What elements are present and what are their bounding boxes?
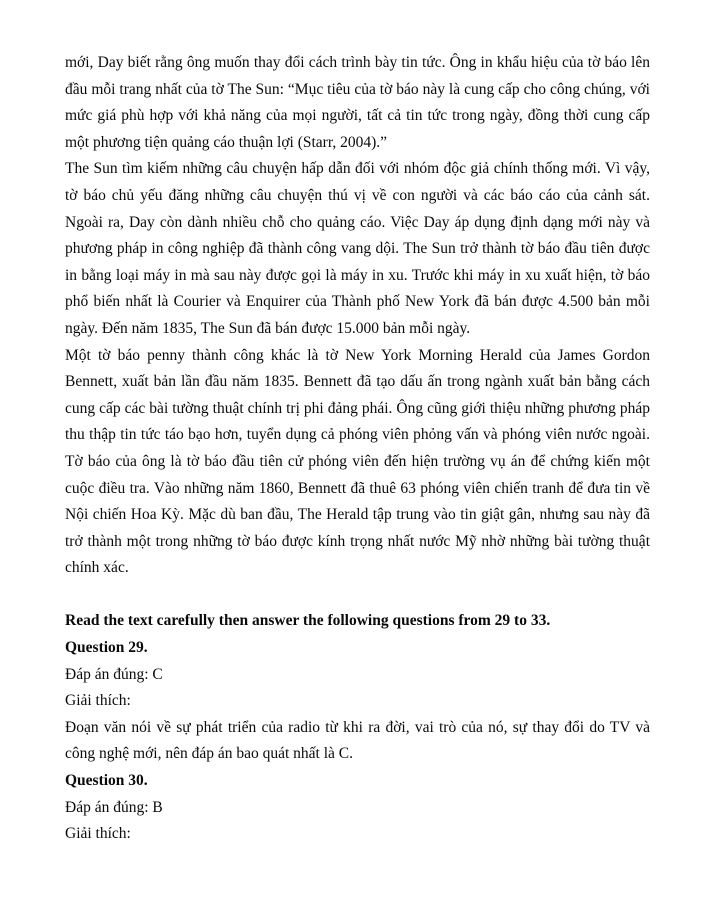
- paragraph-sun-slogan: mới, Day biết rằng ông muốn thay đổi cách trình bày tin tức. Ông in khẩu hiệu của tờ báo lên đầu mỗi trang nhất của tờ The Sun: “Mục tiêu của tờ báo này là cung cấp cho công chúng, với mức giá phù hợp với khả năng của mọi người, tất cả tin tức trong ngày, đồng thời cung cấp một phương tiện quảng cáo thuận lợi (Starr, 2004).”: [65, 54, 650, 151]
- answer-29-line: Đáp án đúng: C: [65, 665, 163, 683]
- explanation-label-30: Giải thích:: [65, 825, 131, 843]
- paragraph-sun-success: The Sun tìm kiếm những câu chuyện hấp dẫn đối với nhóm độc giả chính thống mới. Vì vậy, tờ báo chủ yếu đăng những câu chuyện thú vị về con người và các báo cáo của cảnh sát. Ngoài ra, Day còn dành nhiều chỗ cho quảng cáo. Việc Day áp dụng định dạng mới này và phương pháp in công nghiệp đã thành công vang dội. The Sun trở thành tờ báo đầu tiên được in bằng loại máy in mà sau này được gọi là máy in xu. Trước khi máy in xu xuất hiện, tờ báo phổ biến nhất là Courier và Enquirer của Thành phố New York đã bán được 4.500 bản mỗi ngày. Đến năm 1835, The Sun đã bán được 15.000 bản mỗi ngày.: [65, 160, 650, 337]
- paragraph-morning-herald: Một tờ báo penny thành công khác là tờ New York Morning Herald của James Gordon Bennett, xuất bản lần đầu năm 1835. Bennett đã tạo dấu ấn trong ngành xuất bản bằng cách cung cấp các bài tường thuật chính trị phi đảng phái. Ông cũng giới thiệu những phương pháp thu thập tin tức táo bạo hơn, tuyển dụng cả phóng viên phỏng vấn và phóng viên nước ngoài. Tờ báo của ông là tờ báo đầu tiên cử phóng viên đến hiện trường vụ án để chứng kiến một cuộc điều tra. Vào những năm 1860, Bennett đã thuê 63 phóng viên chiến tranh để đưa tin về Nội chiến Hoa Kỳ. Mặc dù ban đầu, The Herald tập trung vào tin giật gân, nhưng sau này đã trở thành một trong những tờ báo được kính trọng nhất nước Mỹ nhờ những bài tường thuật chính xác.: [65, 346, 650, 577]
- question-29-heading: Question 29.: [65, 639, 148, 657]
- instructions-heading: Read the text carefully then answer the following questions from 29 to 33.: [65, 612, 551, 630]
- question-30-heading: Question 30.: [65, 772, 148, 790]
- explanation-29-text: Đoạn văn nói về sự phát triển của radio từ khi ra đời, vai trò của nó, sự thay đổi do TV và công nghệ mới, nên đáp án bao quát nhất là C.: [65, 718, 650, 763]
- answer-30-line: Đáp án đúng: B: [65, 798, 163, 816]
- explanation-label-29: Giải thích:: [65, 692, 131, 710]
